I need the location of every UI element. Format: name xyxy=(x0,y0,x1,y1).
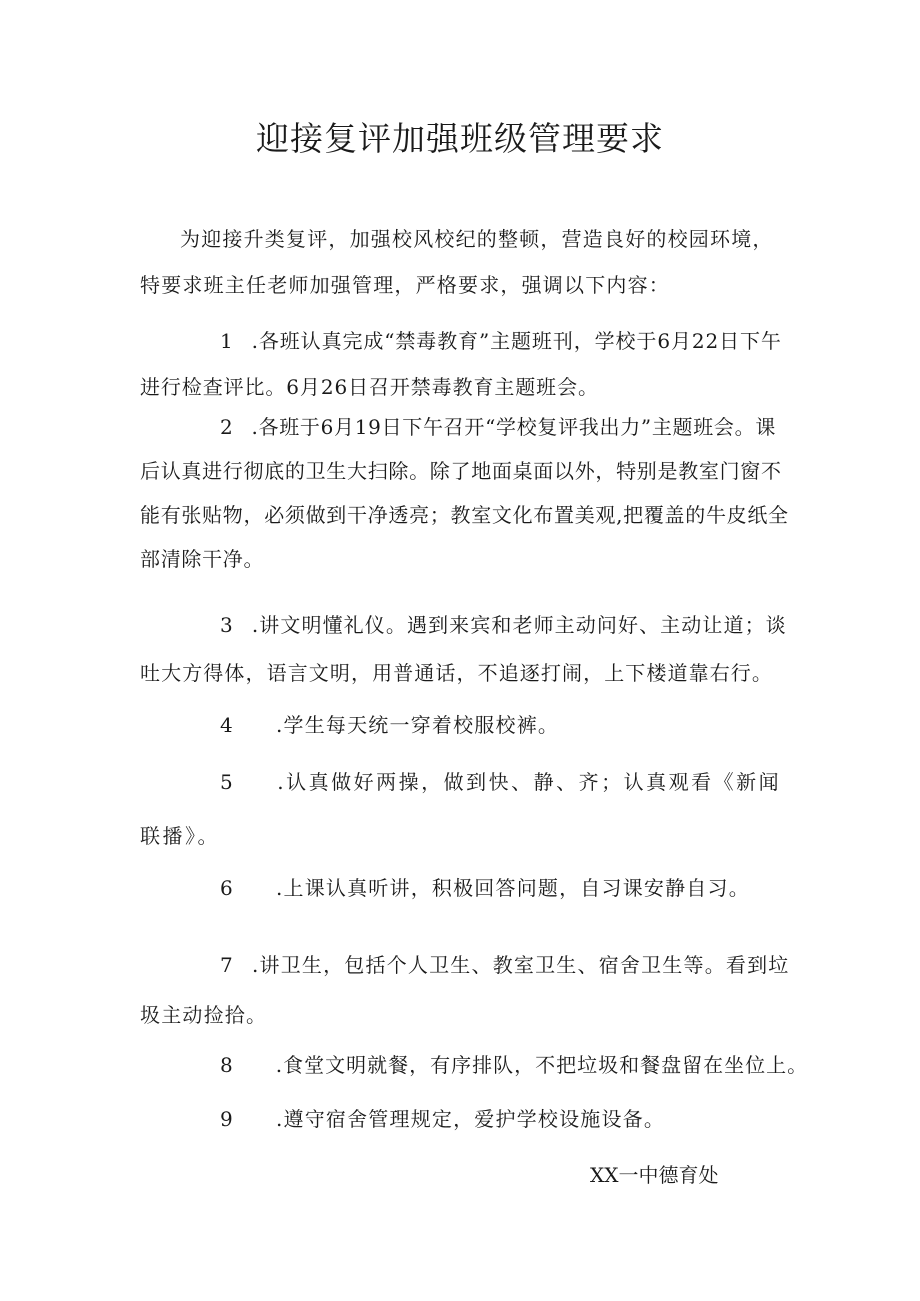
item-3 xyxy=(140,601,790,697)
item-4 xyxy=(140,702,790,748)
item-text: .学生每天统一穿着校服校裤。 xyxy=(275,713,560,737)
item-number: 6 xyxy=(220,876,234,900)
item-text: .遵守宿舍管理规定，爱护学校设施设备。 xyxy=(275,1107,666,1131)
signature: XX一中德育处 xyxy=(590,1163,719,1187)
item-2 xyxy=(140,405,790,581)
item-text: .各班认真完成“禁毒教育”主题班刊，学校于6月22日下午进行检查评比。6月26日召开禁毒教育主题班会。 xyxy=(140,329,782,399)
item-5 xyxy=(140,755,790,863)
item-number: 7 xyxy=(220,953,234,977)
item-8 xyxy=(140,1042,810,1088)
item-number: 1 xyxy=(220,329,234,353)
item-1 xyxy=(140,318,790,410)
item-number: 4 xyxy=(220,713,234,737)
intro-text: 为迎接升类复评，加强校风校纪的整顿，营造良好的校园环境，特要求班主任老师加强管理，严格要求，强调以下内容： xyxy=(140,227,774,297)
item-6 xyxy=(140,865,790,911)
item-text: .认真做好两操，做到快、静、齐；认真观看《新闻联播》。 xyxy=(140,770,782,848)
item-text: .各班于6月19日下午召开“学校复评我出力”主题班会。课后认真进行彻底的卫生大扫除。除了地面桌面以外，特别是教室门窗不能有张贴物，必须做到干净透亮；教室文化布置美观,把覆盖的牛皮纸全部清除干净。 xyxy=(140,415,789,571)
item-number: 5 xyxy=(220,770,236,794)
item-7 xyxy=(140,940,790,1040)
item-text: .上课认真听讲，积极回答问题，自习课安静自习。 xyxy=(275,876,750,900)
item-text: .讲文明懂礼仪。遇到来宾和老师主动问好、主动让道；谈吐大方得体，语言文明，用普通话，不追逐打闹，上下楼道靠右行。 xyxy=(140,613,787,685)
item-number: 9 xyxy=(220,1107,234,1131)
document-title: 迎接复评加强班级管理要求 xyxy=(256,119,664,158)
item-number: 2 xyxy=(220,415,234,439)
item-text: .食堂文明就餐，有序排队，不把垃圾和餐盘留在坐位上。 xyxy=(275,1053,809,1077)
item-number: 3 xyxy=(220,613,234,637)
item-9 xyxy=(140,1096,790,1142)
item-number: 8 xyxy=(220,1053,234,1077)
intro-paragraph xyxy=(140,216,790,308)
item-text: .讲卫生，包括个人卫生、教室卫生、宿舍卫生等。看到垃圾主动捡拾。 xyxy=(140,953,790,1027)
